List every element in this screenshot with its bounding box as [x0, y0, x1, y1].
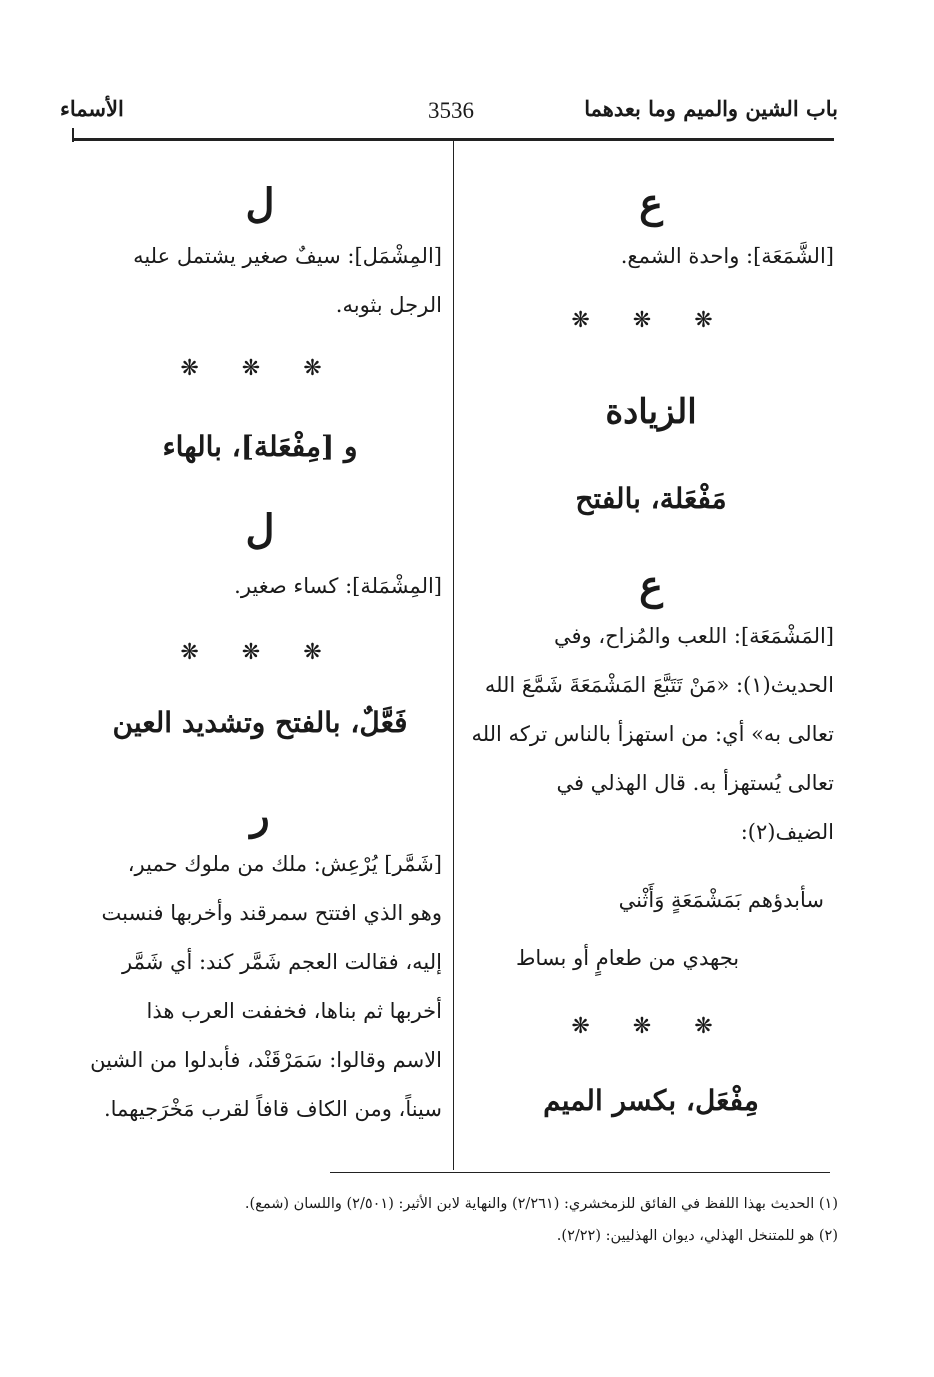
section-separator: ❋ ❋ ❋ [180, 356, 340, 381]
pattern-heading: و [مِفْعَلة]، بالهاء [162, 430, 358, 463]
entry-block [468, 612, 834, 857]
letter-heading: ل [245, 180, 275, 227]
section-separator: ❋ ❋ ❋ [571, 1014, 731, 1039]
verse-hemistich-2: بجهدي من طعامٍ أو بساط [516, 946, 740, 970]
footnote-rule [330, 1172, 830, 1173]
column-divider [453, 140, 454, 1170]
footnote: (١) الحديث بهذا اللفظ في الفائق للزمخشري: (٢/٢٦١) والنهاية لابن الأثير: (٢/٥٠١) واللسان (شمع). [244, 1196, 838, 1212]
running-head-section: الأسماء [60, 96, 124, 121]
entry-line: تعالى به» أي: من استهزأ بالناس تركه الله [471, 722, 834, 746]
pattern-heading: فَعَّلٌ، بالفتح وتشديد العين [112, 706, 408, 739]
letter-heading: ل [245, 506, 275, 553]
entry-line: تعالى يُستهزأ به. قال الهذلي في [556, 771, 834, 795]
entry-line: الاسم وقالوا: سَمَرْقَنْد، فأبدلوا من الشين [90, 1048, 442, 1072]
verse-hemistich-1: سأبدؤهم بَمَشْمَعَةٍ وَأَثْني [618, 888, 824, 912]
entry-line: [شَمَّر] يُرْعِش: ملك من ملوك حمير، [127, 852, 442, 876]
section-title: الزيادة [605, 392, 697, 432]
section-separator: ❋ ❋ ❋ [571, 308, 731, 333]
running-head-chapter: باب الشين والميم وما بعدهما [584, 96, 838, 121]
entry-text: [الشَّمَعَة]: واحدة الشمع. [620, 244, 834, 268]
entry-text: [المِشْمَلة]: كساء صغير. [234, 574, 442, 598]
pattern-heading: مَفْعَلة، بالفتح [575, 482, 727, 515]
section-separator: ❋ ❋ ❋ [180, 640, 340, 665]
entry-line: [المَشْمَعَة]: اللعب والمُزاح، وفي [553, 624, 834, 648]
entry-line: وهو الذي افتتح سمرقند وأخربها فنسبت [101, 901, 442, 925]
header-rule-tick [72, 128, 74, 142]
entry-block [78, 840, 442, 1134]
entry-block [78, 232, 442, 330]
page-number: 3536 [428, 98, 474, 123]
letter-heading: ر [250, 792, 270, 839]
entry-line: الضيف(٢): [740, 820, 834, 844]
entry-line: [المِشْمَل]: سيفٌ صغير يشتمل عليه [133, 244, 442, 268]
entry-line: إليه، فقالت العجم شَمَّر كند: أي شَمَّر [122, 950, 442, 974]
letter-heading: ع [639, 562, 663, 609]
letter-heading: ع [639, 180, 663, 227]
entry-line: أخربها ثم بناها، فخففت العرب هذا [146, 999, 442, 1023]
entry-line: الحديث(١): «مَنْ تَتَبَّعَ المَشْمَعَةَ شَمَّعَ الله [484, 673, 834, 697]
entry-line: سيناً، ومن الكاف قافاً لقرب مَخْرَجيهما. [103, 1097, 442, 1121]
entry-line: الرجل بثوبه. [335, 293, 442, 317]
footnote: (٢) هو للمتنخل الهذلي، ديوان الهذليين: (٢/٢٢). [556, 1228, 838, 1244]
pattern-heading: مِفْعَل، بكسر الميم [543, 1084, 759, 1117]
